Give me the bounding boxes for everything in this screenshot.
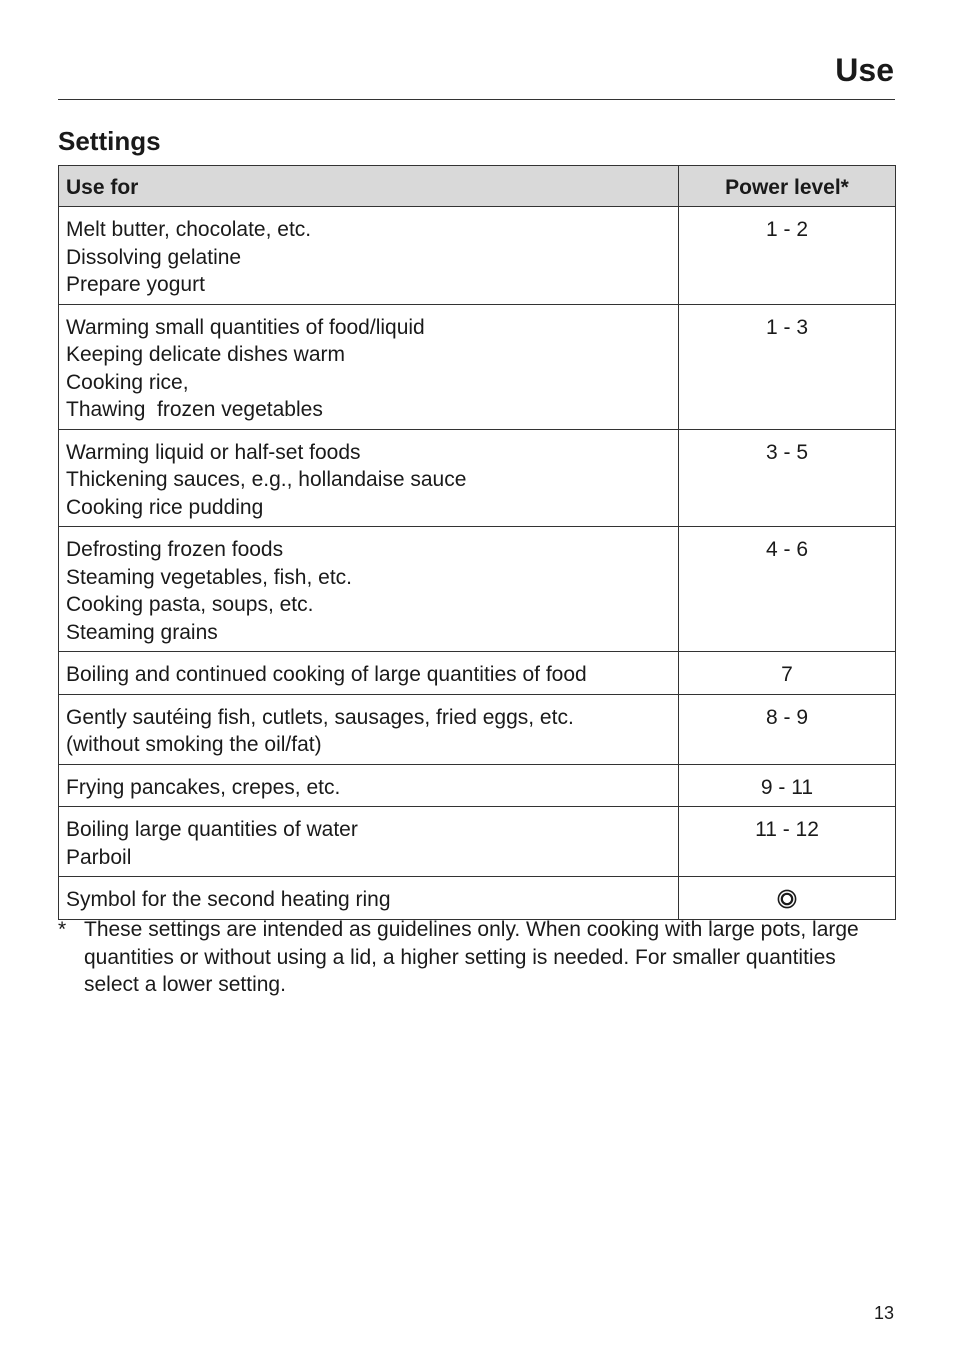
use-line: Warming small quantities of food/liquid [66,315,425,339]
footnote-asterisk: * [58,918,67,941]
use-line: Dissolving gelatine [66,245,242,269]
table-row [59,429,896,527]
use-line: (without smoking the oil/fat) [66,733,322,756]
use-line: Thickening sauces, e.g., hollandaise sauce [66,468,467,491]
use-line: Boiling large quantities of water [66,818,358,841]
use-for-cell [59,764,679,807]
power-level-cell: 1 - 3 [679,304,896,429]
use-line: Cooking rice, [66,370,189,394]
use-for-cell [59,652,679,695]
use-for-cell [59,207,679,305]
header-divider [58,99,895,100]
table-row [59,527,896,652]
table-row [59,304,896,429]
table-row [59,807,896,877]
power-level-cell: 9 - 11 [679,764,896,807]
power-level-cell: 4 - 6 [679,527,896,652]
power-level-cell: 1 - 2 [679,207,896,305]
table-row [59,652,896,695]
use-for-cell [59,807,679,877]
use-line: Steaming grains [66,620,218,644]
power-level-cell: 11 - 12 [679,807,896,877]
use-for-cell [59,304,679,429]
use-line: Thawing frozen vegetables [66,398,323,421]
double-ring-icon [777,889,797,909]
power-level-cell [679,877,896,920]
page-number: 13 [873,1303,894,1323]
footnote [58,916,888,999]
use-line: Cooking rice pudding [66,495,264,519]
table-header-row [59,166,896,207]
settings-table [58,165,896,920]
use-line: Defrosting frozen foods [66,538,284,561]
use-for-cell [59,527,679,652]
column-header-use-for: Use for [59,166,679,207]
use-line: Parboil [66,845,132,869]
use-line: Melt butter, chocolate, etc. [66,218,312,241]
use-line: Warming liquid or half-set foods [66,440,361,464]
column-header-power-level: Power level* [679,166,896,207]
use-line: Keeping delicate dishes warm [66,343,345,366]
footnote-text: These settings are intended as guidelines only. When cooking with large pots, large quantities or without using a lid, a higher setting is needed. For smaller quantities select a lower setting. [84,918,859,996]
table-body [59,207,896,920]
table-row [59,764,896,807]
use-for-cell [59,429,679,527]
use-line: Boiling and continued cooking of large quantities of food [66,663,587,686]
use-line: Cooking pasta, soups, etc. [66,593,314,616]
power-level-cell: 8 - 9 [679,694,896,764]
table-row [59,694,896,764]
table-row [59,877,896,920]
section-title: Settings [58,126,161,156]
use-line: Frying pancakes, crepes, etc. [66,775,341,799]
use-for-cell [59,877,679,920]
use-line: Symbol for the second heating ring [66,888,391,911]
use-line: Prepare yogurt [66,273,205,296]
use-line: Gently sautéing fish, cutlets, sausages, fried eggs, etc. [66,705,574,729]
page-header-title: Use [835,52,894,88]
table-row [59,207,896,305]
use-for-cell [59,694,679,764]
power-level-cell: 7 [679,652,896,695]
power-level-cell: 3 - 5 [679,429,896,527]
use-line: Steaming vegetables, fish, etc. [66,565,352,589]
